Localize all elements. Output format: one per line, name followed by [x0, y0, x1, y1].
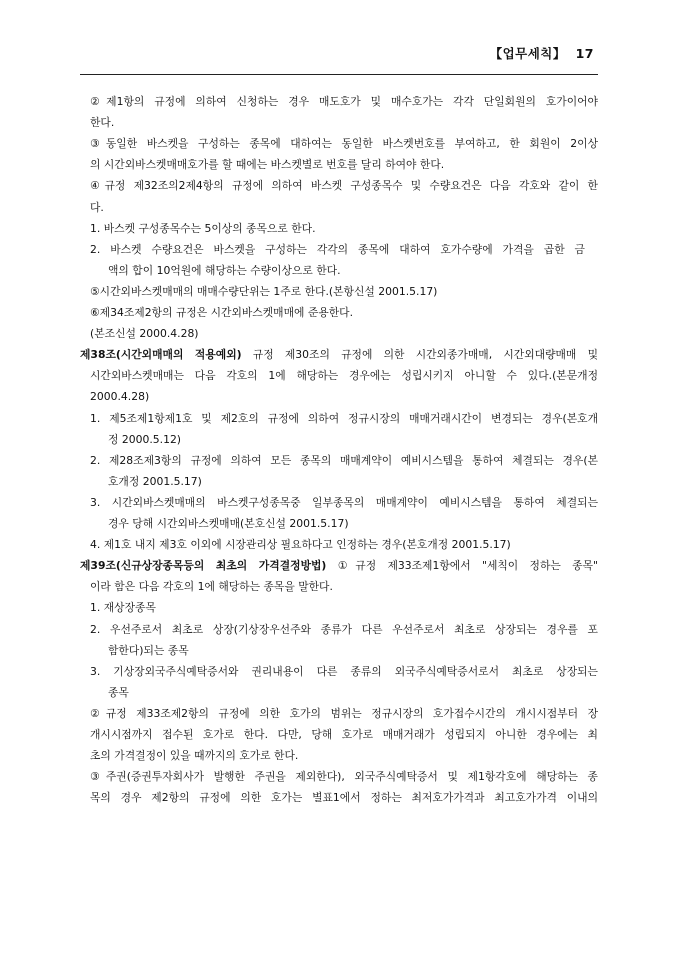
text-line	[90, 94, 598, 110]
text-line	[90, 221, 598, 237]
text-line	[90, 664, 598, 680]
line-text: ①규정 제33조제1항에서 "세칙이 정하는 종목"	[326, 559, 598, 573]
text-line	[90, 537, 598, 553]
line-text: 액의 합이 10억원에 해당하는 수량이상으로 한다.	[108, 263, 341, 277]
text-line	[90, 200, 598, 216]
text-line	[90, 495, 598, 511]
text-line	[90, 115, 598, 131]
line-text: 3. 시간외바스켓매매의 바스켓구성종목중 일부종목의 매매계약이 예비시스템을 통하여 체결되는	[90, 495, 598, 509]
line-text: ⑥제34조제2항의 규정은 시간외바스켓매매에 준용한다.	[90, 306, 354, 319]
line-text: 다.	[90, 200, 104, 214]
text-line	[90, 579, 598, 595]
text-line	[90, 622, 598, 638]
text-line	[80, 558, 598, 574]
line-text: 4. 제1호 내지 제3호 이외에 시장관리상 필요하다고 인정하는 경우(본호개정 2001.5.17)	[90, 538, 511, 552]
text-line	[90, 305, 598, 321]
line-text: 2. 우선주로서 최초로 상장(기상장우선주와 종류가 다른 우선주로서 최초로 상장되는 경우를 포	[90, 622, 598, 636]
line-text: 개시시점까지 접수된 호가로 한다. 다만, 당해 호가로 매매거래가 성립되지 아니한 경우에는 최	[90, 728, 598, 741]
text-line	[90, 368, 598, 384]
line-text: 1. 제5조제1항제1호 및 제2호의 규정에 의하여 정규시장의 매매거래시간이 변경되는 경우(본호개	[90, 411, 598, 425]
line-text: 규정 제30조의 규정에 의한 시간외종가매매, 시간외대량매매 및	[241, 348, 598, 362]
line-text: 함한다)되는 종목	[108, 643, 189, 657]
page-number: 17	[575, 46, 594, 61]
text-line	[80, 347, 598, 363]
text-line	[90, 389, 598, 405]
line-text: 호개정 2001.5.17)	[108, 474, 202, 488]
line-text: ③동일한 바스켓을 구성하는 종목에 대하여는 동일한 바스켓번호를 부여하고, 한 회원이 2이상	[90, 137, 598, 151]
line-text: 한다.	[90, 116, 115, 130]
text-line	[90, 284, 598, 300]
line-text: 2. 제28조제3항의 규정에 의하여 모든 종목의 매매계약이 예비시스템을 통하여 체결되는 경우(본	[90, 453, 598, 467]
line-text: 1. 바스켓 구성종목수는 5이상의 종목으로 한다.	[90, 221, 316, 235]
text-line	[90, 727, 598, 743]
line-text: 2. 바스켓 수량요건은 바스켓을 구성하는 각각의 종목에 대하여 호가수량에 가격을 곱한 금	[90, 242, 585, 256]
page-header	[80, 40, 598, 70]
text-line	[108, 432, 598, 448]
text-line	[90, 136, 598, 152]
line-text: 2000.4.28)	[90, 390, 150, 404]
text-line	[108, 516, 598, 532]
line-text: 의 시간외바스켓매매호가를 할 때에는 바스켓별로 번호를 달리 하여야 한다.	[90, 158, 445, 172]
text-line	[90, 706, 598, 722]
text-line	[90, 157, 598, 173]
text-line	[90, 326, 598, 342]
line-text: ②규정 제33조제2항의 규정에 의한 호가의 범위는 정규시장의 호가접수시간의 개시시점부터 장	[90, 706, 598, 720]
header-rule	[80, 74, 598, 75]
line-text: 목의 경우 제2항의 규정에 의한 호가는 별표1에서 정하는 최저호가가격과 최고호가가격 이내의	[90, 791, 598, 805]
text-line	[108, 263, 598, 279]
line-text: 시간외바스켓매매는 다음 각호의 1에 해당하는 경우에는 성립시키지 아니할 수 있다.(본문개정	[90, 369, 598, 383]
text-line	[90, 748, 598, 764]
text-line	[90, 411, 598, 427]
text-line	[108, 474, 598, 490]
text-line	[90, 600, 598, 616]
line-text: ④규정 제32조의2제4항의 규정에 의하여 바스켓 구성종목수 및 수량요건은 다음 각호와 같이 한	[90, 179, 598, 193]
header-section: 【업무세칙】	[489, 46, 566, 61]
text-line	[90, 178, 598, 194]
text-line	[108, 643, 598, 659]
text-line	[90, 242, 585, 258]
line-text: ②제1항의 규정에 의하여 신청하는 경우 매도호가 및 매수호가는 각각 단일회원의 호가이어야	[90, 95, 598, 108]
line-text: 3. 기상장외국주식예탁증서와 권리내용이 다른 종류의 외국주식예탁증서로서 최초로 상장되는	[90, 664, 598, 678]
text-line	[90, 453, 598, 469]
line-text: 이라 함은 다음 각호의 1에 해당하는 종목을 말한다.	[90, 580, 333, 594]
line-text: 초의 가격결정이 있을 때까지의 호가로 한다.	[90, 749, 299, 763]
article-heading: 제39조(신규상장종목등의 최초의 가격결정방법)	[80, 559, 327, 573]
line-text: 경우 당해 시간외바스켓매매(본호신설 2001.5.17)	[108, 517, 349, 530]
article-heading: 제38조(시간외매매의 적용예외)	[80, 348, 242, 362]
line-text: 1. 재상장종목	[90, 601, 156, 615]
text-line	[90, 769, 598, 785]
header-title	[490, 44, 594, 62]
line-text: 종목	[108, 685, 129, 699]
text-line	[90, 790, 598, 806]
line-text: ⑤시간외바스켓매매의 매매수량단위는 1주로 한다.(본항신설 2001.5.17)	[90, 284, 438, 298]
line-text: 정 2000.5.12)	[108, 432, 182, 446]
text-line	[108, 685, 598, 701]
line-text: (본조신설 2000.4.28)	[90, 327, 199, 341]
line-text: ③주권(증권투자회사가 발행한 주권을 제외한다), 외국주식예탁증서 및 제1항각호에 해당하는 종	[90, 770, 598, 784]
